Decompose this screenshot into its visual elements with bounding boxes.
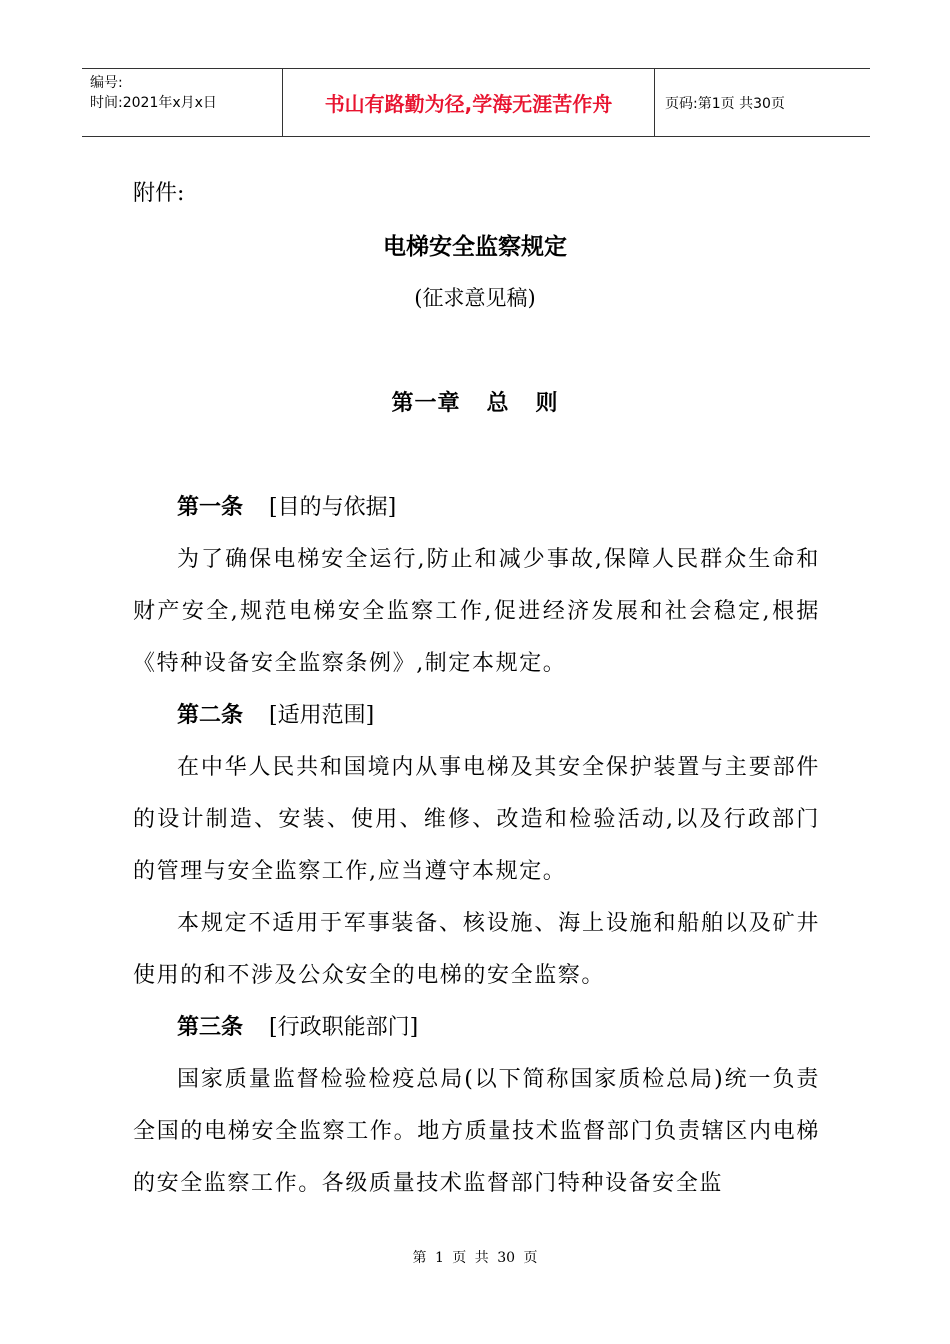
header-motto: 书山有路勤为径,学海无涯苦作舟 (282, 69, 655, 136)
date-label: 时间:2021年x月x日 (90, 95, 217, 111)
document-title: 电梯安全监察规定 (383, 234, 567, 260)
page-header (82, 68, 870, 137)
page-footer: 第 1 页 共 30 页 (412, 1250, 538, 1266)
article-heading (133, 690, 820, 742)
article-number: 第一条 (177, 495, 244, 520)
chapter-heading: 第一章 总 则 (391, 391, 559, 416)
article-paragraph: 国家质量监督检验检疫总局(以下简称国家质检总局)统一负责全国的电梯安全监察工作。地方质量技术监督部门负责辖区内电梯的安全监察工作。各级质量技术监督部门特种设备安全监 (133, 1067, 820, 1196)
article-topic: [行政职能部门] (269, 1015, 419, 1040)
attachment-label: 附件: (133, 181, 185, 206)
article-topic: [目的与依据] (269, 495, 397, 520)
serial-number-label: 编号: (90, 75, 123, 91)
header-page-info: 页码:第1页 共30页 (665, 95, 785, 112)
article-paragraph: 本规定不适用于军事装备、核设施、海上设施和船舶以及矿井使用的和不涉及公众安全的电梯的安全监察。 (133, 911, 820, 988)
document-body (133, 482, 820, 1210)
article-paragraph: 在中华人民共和国境内从事电梯及其安全保护装置与主要部件的设计制造、安装、使用、维修、改造和检验活动,以及行政部门的管理与安全监察工作,应当遵守本规定。 (133, 755, 820, 884)
article-number: 第三条 (177, 1015, 244, 1040)
article-topic: [适用范围] (269, 703, 375, 728)
article-number: 第二条 (177, 703, 244, 728)
article-heading (133, 1002, 820, 1054)
header-meta (82, 69, 282, 136)
article-paragraph: 为了确保电梯安全运行,防止和减少事故,保障人民群众生命和财产安全,规范电梯安全监察工作,促进经济发展和社会稳定,根据《特种设备安全监察条例》,制定本规定。 (133, 547, 820, 676)
document-subtitle: (征求意见稿) (414, 286, 536, 310)
article-heading (133, 482, 820, 534)
